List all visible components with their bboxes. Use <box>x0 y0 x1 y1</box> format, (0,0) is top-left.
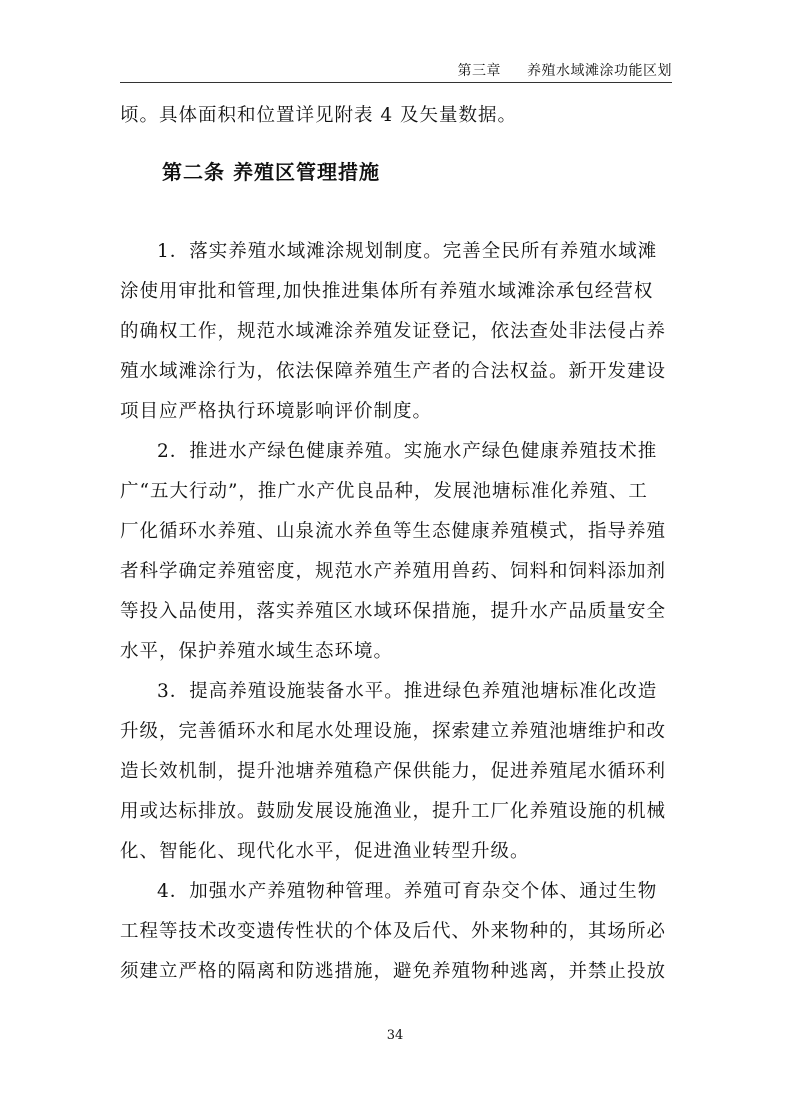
continuation-line: 顷。具体面积和位置详见附表 4 及矢量数据。 <box>120 105 518 126</box>
paragraph-line: 水平，保护养殖水域生态环境。 <box>120 641 394 662</box>
paragraph-line: 者科学确定养殖密度，规范水产养殖用兽药、饲料和饲料添加剂 <box>120 561 667 582</box>
paragraph-line: 殖水域滩涂行为，依法保障养殖生产者的合法权益。新开发建设 <box>120 361 667 382</box>
section-heading: 第二条 养殖区管理措施 <box>162 160 380 184</box>
paragraph-line: 涂使用审批和管理,加快推进集体所有养殖水域滩涂承包经营权 <box>120 281 654 302</box>
paragraph-1 <box>120 232 672 432</box>
paragraph-line: 厂化循环水养殖、山泉流水养鱼等生态健康养殖模式，指导养殖 <box>120 521 667 542</box>
paragraph-line: 升级，完善循环水和尾水处理设施，探索建立养殖池塘维护和改 <box>120 721 667 742</box>
paragraph-line: 2．推进水产绿色健康养殖。实施水产绿色健康养殖技术推 <box>157 441 658 462</box>
paragraph-line: 3．提高养殖设施装备水平。推进绿色养殖池塘标准化改造 <box>157 681 658 702</box>
header-rule <box>120 82 672 83</box>
paragraph-line: 等投入品使用，落实养殖区水域环保措施，提升水产品质量安全 <box>120 601 667 622</box>
header-title: 养殖水域滩涂功能区划 <box>527 63 672 79</box>
header-chapter: 第三章 <box>457 63 501 79</box>
paragraph-line: 造长效机制，提升池塘养殖稳产保供能力，促进养殖尾水循环利 <box>120 761 667 782</box>
paragraph-line: 项目应严格执行环境影响评价制度。 <box>120 401 433 422</box>
paragraph-line: 化、智能化、现代化水平，促进渔业转型升级。 <box>120 841 530 862</box>
paragraph-2 <box>120 432 672 672</box>
header-text <box>458 60 673 80</box>
paragraph-4 <box>120 872 672 992</box>
paragraph-line: 须建立严格的隔离和防逃措施，避免养殖物种逃离，并禁止投放 <box>120 961 667 982</box>
document-body <box>120 96 672 992</box>
paragraph-line: 4．加强水产养殖物种管理。养殖可育杂交个体、通过生物 <box>157 881 658 902</box>
paragraph-3 <box>120 672 672 872</box>
paragraph-line: 用或达标排放。鼓励发展设施渔业，提升工厂化养殖设施的机械 <box>120 801 667 822</box>
paragraph-line: 的确权工作，规范水域滩涂养殖发证登记，依法查处非法侵占养 <box>120 321 667 342</box>
heading-gap <box>120 202 672 232</box>
page-number: 34 <box>386 1028 404 1043</box>
paragraph-line: 广“五大行动”，推广水产优良品种，发展池塘标准化养殖、工 <box>120 481 648 502</box>
running-header <box>0 54 790 84</box>
paragraph-line: 工程等技术改变遗传性状的个体及后代、外来物种的，其场所必 <box>120 921 667 942</box>
paragraph-line: 1．落实养殖水域滩涂规划制度。完善全民所有养殖水域滩 <box>157 241 658 262</box>
